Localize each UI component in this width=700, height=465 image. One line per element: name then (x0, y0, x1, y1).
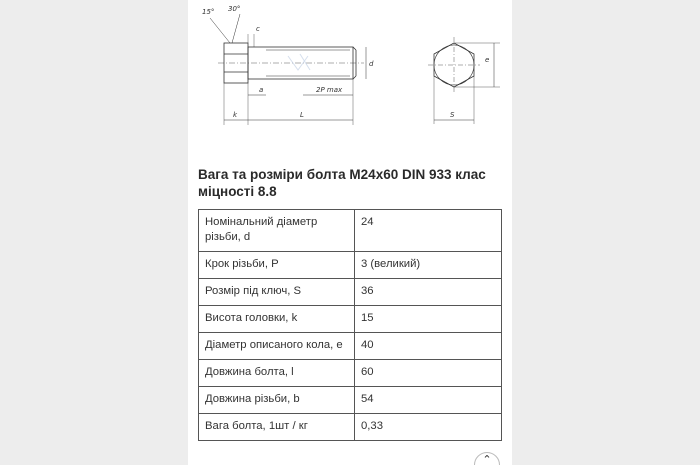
row-value: 60 (355, 360, 502, 387)
row-label: Крок різьби, P (199, 252, 355, 279)
row-value: 0,33 (355, 414, 502, 441)
dim-label-k: k (233, 111, 238, 119)
dim-label-s: S (450, 111, 455, 119)
table-row (199, 414, 502, 441)
row-label: Довжина болта, l (199, 360, 355, 387)
table-row (199, 306, 502, 333)
table-row (199, 210, 502, 252)
table-row (199, 387, 502, 414)
row-value: 15 (355, 306, 502, 333)
row-value: 54 (355, 387, 502, 414)
dim-label-e: e (485, 56, 490, 64)
row-label: Розмір під ключ, S (199, 279, 355, 306)
row-value: 40 (355, 333, 502, 360)
chevron-up-icon: ⌃ (482, 454, 492, 465)
dim-label-d: d (369, 60, 374, 68)
table-row (199, 252, 502, 279)
content-card (188, 0, 512, 465)
scroll-top-button[interactable] (474, 452, 500, 465)
dim-label-l: L (300, 111, 304, 119)
row-label: Довжина різьби, b (199, 387, 355, 414)
table-row (199, 279, 502, 306)
table-row (199, 333, 502, 360)
row-label: Висота головки, k (199, 306, 355, 333)
angle-label-30: 30° (228, 5, 241, 13)
dim-label-2p: 2P max (316, 86, 343, 94)
row-value: 3 (великий) (355, 252, 502, 279)
bolt-technical-drawing (188, 0, 512, 140)
dim-label-a: a (259, 86, 264, 94)
table-row (199, 360, 502, 387)
row-label: Номінальний діаметр різьби, d (199, 210, 355, 252)
angle-label-15: 15° (202, 8, 215, 16)
row-label: Вага болта, 1шт / кг (199, 414, 355, 441)
row-value: 24 (355, 210, 502, 252)
row-label: Діаметр описаного кола, e (199, 333, 355, 360)
bolt-spec-table (198, 209, 502, 441)
dim-label-c: c (256, 25, 260, 33)
row-value: 36 (355, 279, 502, 306)
page-title: Вага та розміри болта М24х60 DIN 933 клас міцності 8.8 (198, 167, 486, 199)
